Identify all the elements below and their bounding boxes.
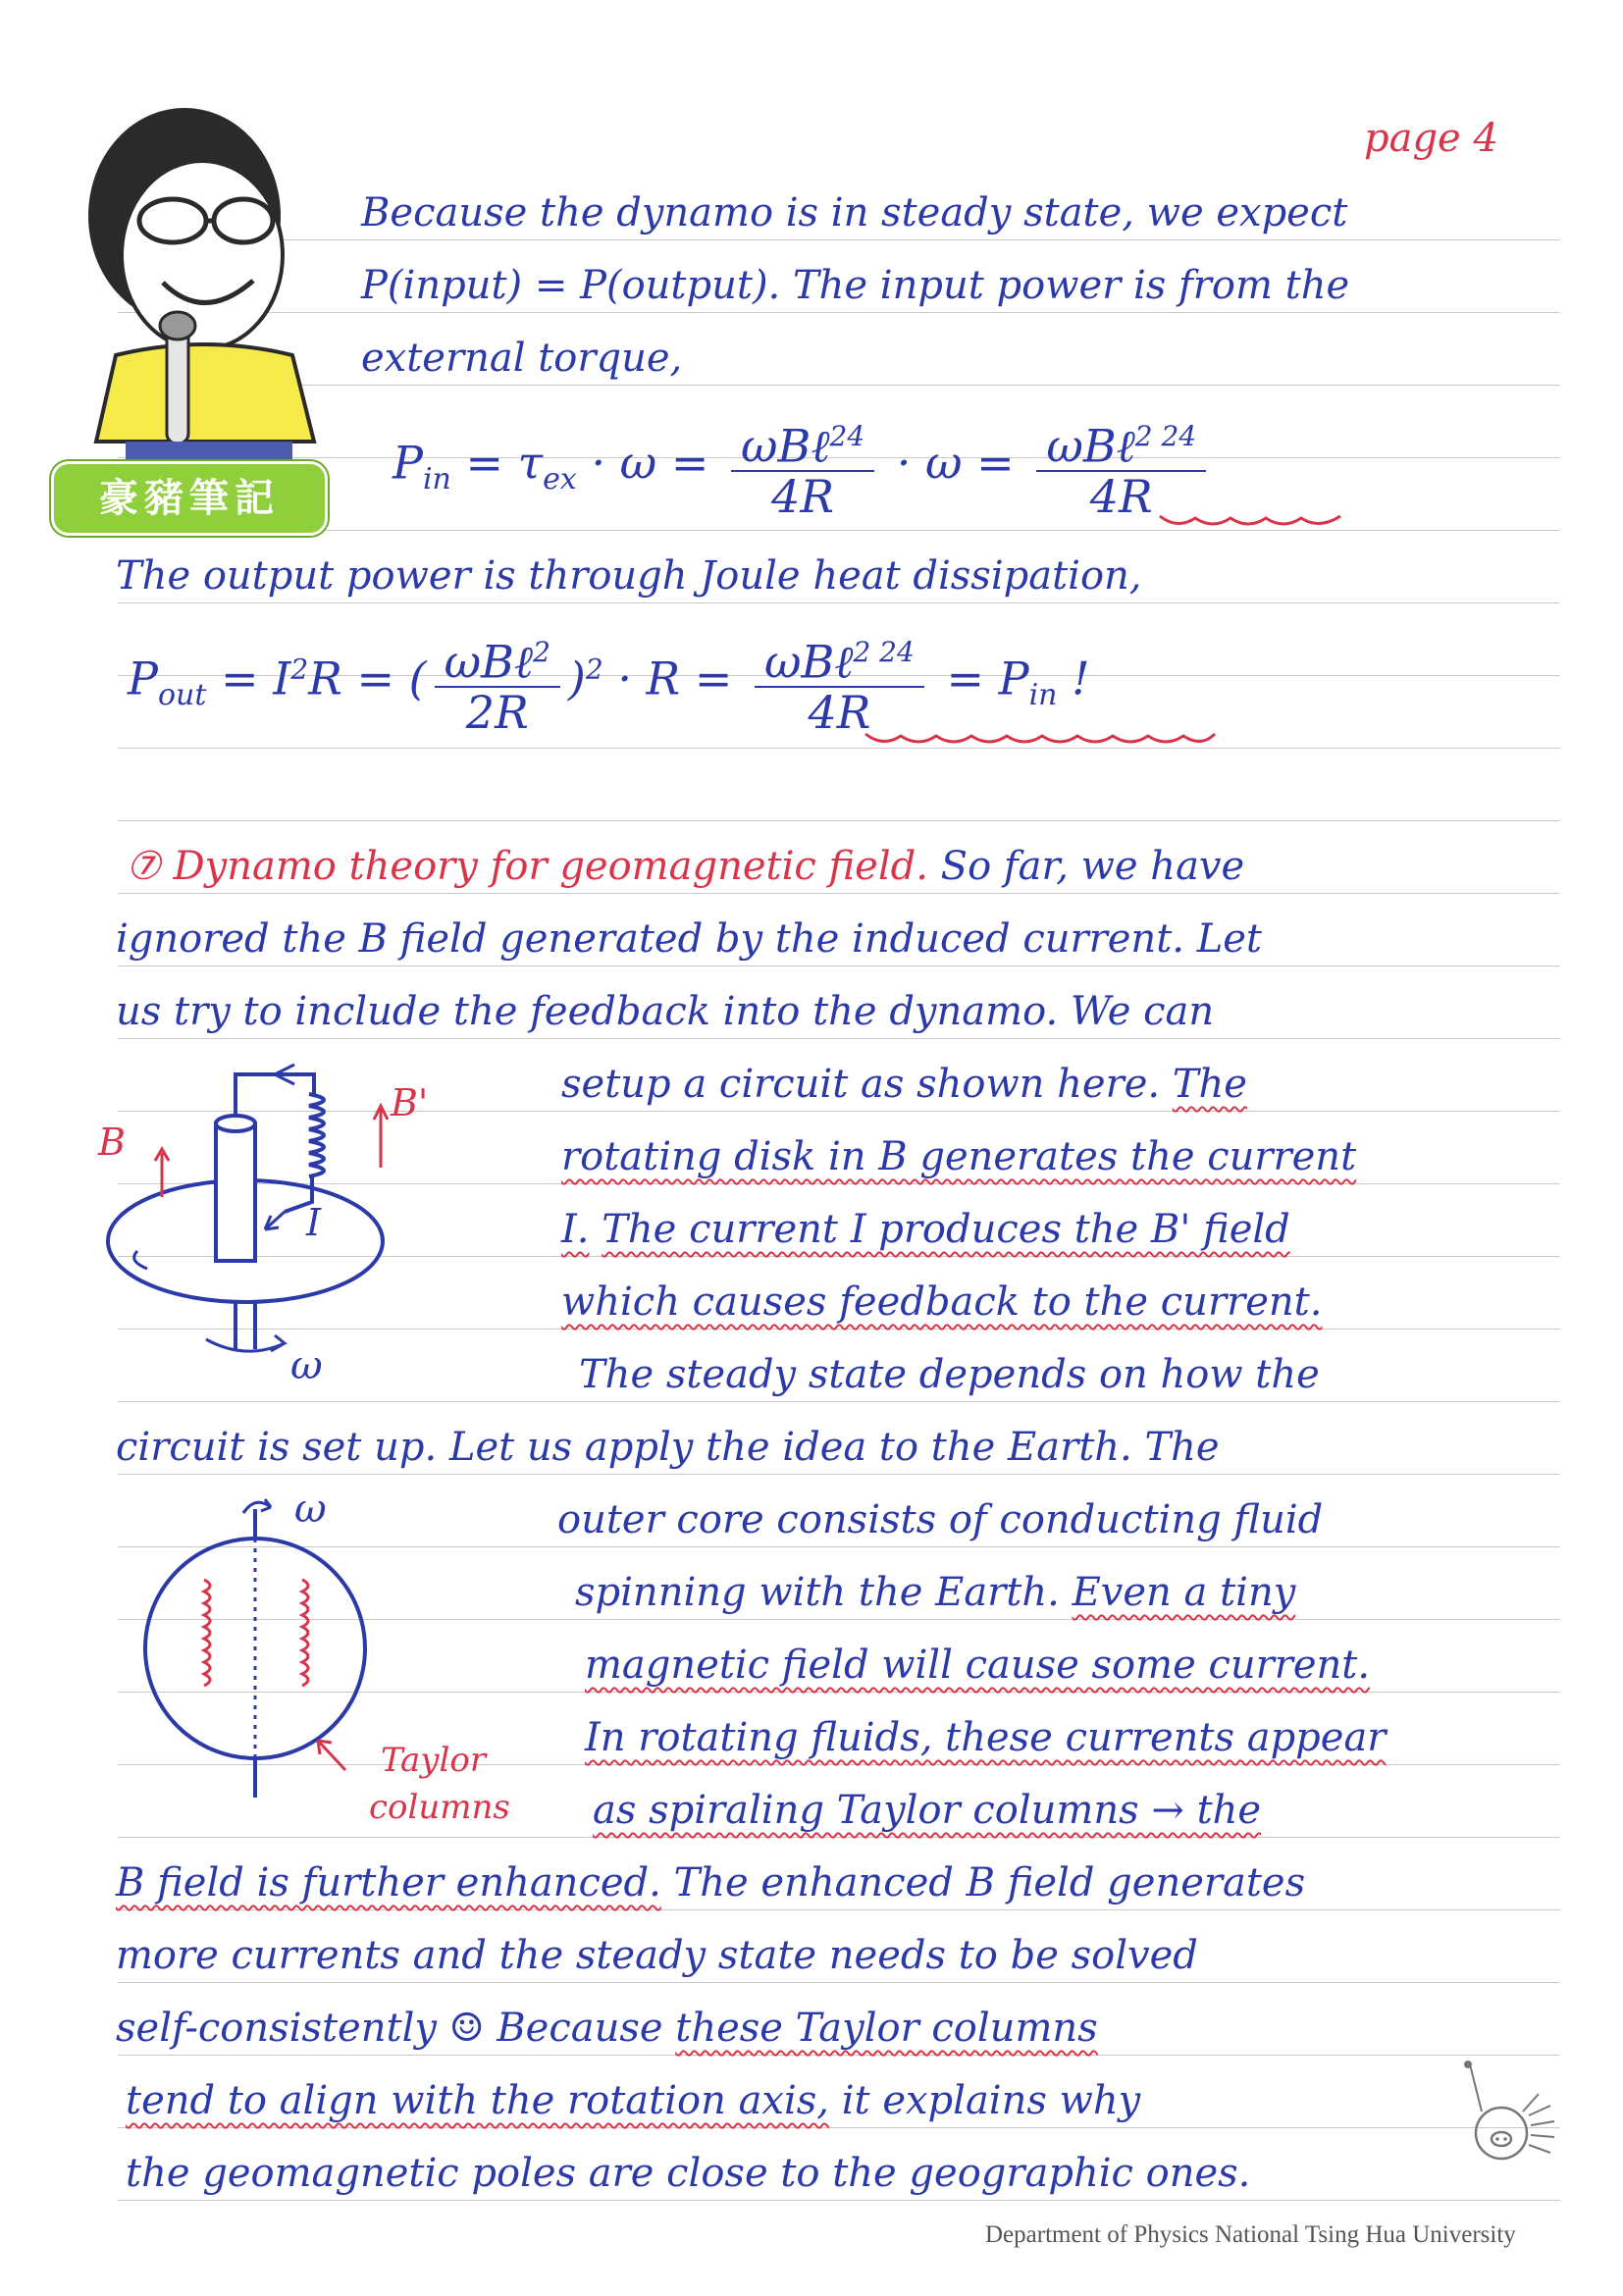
fig2-columns-label: columns bbox=[369, 1788, 510, 1827]
eq1-fraction-1 bbox=[731, 412, 874, 524]
section-rest1: So far, we have bbox=[940, 844, 1245, 889]
eq1-lhs-sub: in bbox=[422, 461, 451, 496]
para4-line2 bbox=[575, 1569, 1295, 1616]
eq2-times-r: · R = bbox=[617, 652, 733, 705]
eq1-num1-sup4: 4 bbox=[847, 420, 865, 452]
eq2-fraction bbox=[755, 628, 924, 740]
fig1-b-prime-label: B' bbox=[391, 1081, 429, 1124]
eq1-num1-sup2: 2 bbox=[829, 420, 848, 452]
eq1-num1: ωBℓ bbox=[741, 419, 830, 473]
para4-line2a: spinning with the Earth. bbox=[575, 1570, 1060, 1615]
eq2-num-sup: 2 2 bbox=[853, 636, 897, 668]
eq2-paren-sup: 2 bbox=[585, 652, 603, 686]
para3-line1 bbox=[561, 1061, 1247, 1108]
para4-line6b: The enhanced B field generates bbox=[673, 1860, 1306, 1905]
notes-badge: 豪豬筆記 bbox=[51, 461, 328, 536]
para1-line3: external torque, bbox=[361, 336, 683, 381]
para4-line2b: Even a tiny bbox=[1072, 1570, 1296, 1615]
para4-line8a: self-consistently ☺ bbox=[116, 2006, 485, 2051]
page-number: page 4 bbox=[1364, 116, 1498, 161]
eq2-num: ωBℓ bbox=[763, 635, 854, 689]
section-heading: ⑦ Dynamo theory for geomagnetic field. bbox=[126, 844, 928, 889]
para4-line6a: B field is further enhanced. bbox=[116, 1860, 661, 1905]
eq2-paren-num-sup: 2 bbox=[533, 636, 550, 668]
para3-line1b: The bbox=[1172, 1062, 1247, 1107]
para1-line1: Because the dynamo is in steady state, we expect bbox=[361, 190, 1348, 235]
equation-power-out bbox=[128, 628, 1090, 740]
para3-line5: The steady state depends on how the bbox=[579, 1352, 1320, 1397]
eq2-equals-3: = bbox=[946, 652, 984, 705]
porcupine-doodle bbox=[1440, 2061, 1558, 2188]
section-line2: ignored the B field generated by the induced current. Let bbox=[116, 916, 1263, 962]
eq2-mark: ! bbox=[1072, 652, 1090, 705]
para3-line3b: The current I produces the B' field bbox=[602, 1207, 1290, 1252]
para1-line2: P(input) = P(output). The input power is from the bbox=[361, 263, 1350, 308]
eq2-paren-fraction bbox=[435, 628, 560, 740]
eq1-den2: 4R bbox=[1089, 470, 1153, 524]
fig1-omega-label: ω bbox=[290, 1343, 323, 1388]
cartoon-avatar bbox=[57, 98, 341, 471]
eq2-lhs-sub: out bbox=[157, 677, 207, 712]
fig1-b-label: B bbox=[98, 1121, 126, 1164]
para4-line6 bbox=[116, 1859, 1305, 1906]
para4-line9 bbox=[126, 2077, 1140, 2124]
eq1-dot-omega: · ω bbox=[591, 436, 657, 490]
para4-line9b: it explains why bbox=[841, 2078, 1141, 2123]
para3-line3 bbox=[561, 1206, 1290, 1253]
result-underline-2 bbox=[864, 728, 1217, 748]
earth-taylor-columns-figure bbox=[137, 1491, 393, 1815]
section-line3: us try to include the feedback into the dynamo. We can bbox=[116, 989, 1215, 1034]
footer-department: Department of Physics National Tsing Hua University bbox=[985, 2221, 1516, 2248]
section-line1 bbox=[126, 843, 1244, 890]
eq1-lhs: P bbox=[393, 436, 423, 490]
eq1-equals: = bbox=[465, 436, 504, 490]
eq2-rhs-sub: in bbox=[1028, 677, 1058, 712]
para4-line8b: Because bbox=[497, 2006, 663, 2051]
para4-line3: magnetic field will cause some current. bbox=[585, 1643, 1371, 1688]
para4-line8c: these Taylor columns bbox=[675, 2006, 1098, 2051]
eq2-i-sup: 2 bbox=[290, 652, 309, 686]
eq2-r: R bbox=[308, 652, 342, 705]
eq2-i: I bbox=[273, 652, 291, 705]
eq2-paren-den: 2R bbox=[465, 686, 529, 740]
para4-line8 bbox=[116, 2005, 1098, 2052]
fig1-i-label: I bbox=[306, 1201, 322, 1244]
eq2-equals-2: = bbox=[356, 652, 395, 705]
eq1-tau-sub: ex bbox=[543, 461, 577, 496]
eq1-den1: 4R bbox=[771, 470, 835, 524]
eq1-times-omega: · ω = bbox=[896, 436, 1015, 490]
eq1-num2: ωBℓ bbox=[1046, 419, 1135, 473]
para4-line9a: tend to align with the rotation axis, bbox=[126, 2078, 830, 2123]
fig2-omega-label: ω bbox=[294, 1487, 327, 1532]
eq2-den: 4R bbox=[808, 686, 871, 740]
para3-line6: circuit is set up. Let us apply the idea to the Earth. The bbox=[116, 1425, 1220, 1470]
eq2-lhs: P bbox=[128, 652, 158, 705]
para4-line1: outer core consists of conducting fluid bbox=[557, 1497, 1324, 1542]
eq2-equals: = bbox=[221, 652, 259, 705]
para4-line5: as spiraling Taylor columns → the bbox=[593, 1788, 1262, 1833]
eq1-num2-sup4: 4 bbox=[1178, 420, 1197, 452]
result-underline-1 bbox=[1158, 510, 1344, 530]
eq2-paren-num: ωBℓ bbox=[444, 635, 534, 689]
eq2-close-paren: ) bbox=[567, 652, 586, 705]
para3-line1a: setup a circuit as shown here. bbox=[561, 1062, 1161, 1107]
fig2-taylor-label: Taylor bbox=[381, 1741, 487, 1780]
para4-line10: the geomagnetic poles are close to the geographic ones. bbox=[126, 2151, 1251, 2196]
para3-line2: rotating disk in B generates the current bbox=[561, 1134, 1357, 1179]
para4-line4: In rotating fluids, these currents appear bbox=[585, 1715, 1387, 1760]
para3-line4: which causes feedback to the current. bbox=[561, 1279, 1323, 1325]
equation-power-in bbox=[393, 412, 1214, 524]
eq1-num2-sup: 2 2 bbox=[1134, 420, 1179, 452]
eq2-open-paren: ( bbox=[408, 652, 427, 705]
para2-line1: The output power is through Joule heat dissipation, bbox=[116, 553, 1142, 599]
eq2-rhs: P bbox=[998, 652, 1029, 705]
eq1-fraction-2 bbox=[1036, 412, 1206, 524]
para3-line3a: I. bbox=[561, 1207, 590, 1252]
eq1-tau: τ bbox=[517, 436, 544, 490]
eq1-equals-2: = bbox=[670, 436, 709, 490]
eq2-num-sup4: 4 bbox=[897, 636, 915, 668]
para4-line7: more currents and the steady state needs to be solved bbox=[116, 1933, 1198, 1978]
